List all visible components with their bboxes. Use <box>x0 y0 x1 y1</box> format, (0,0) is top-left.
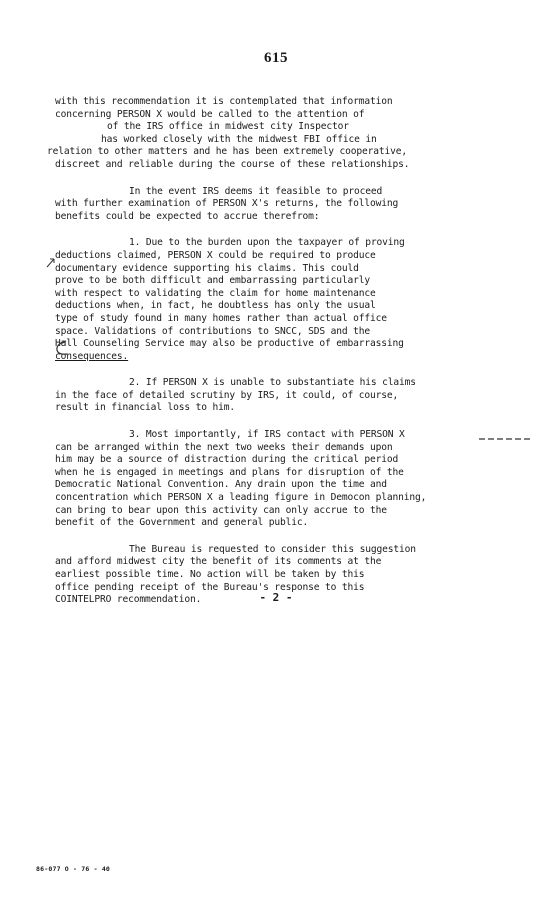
text-line: discreet and reliable during the course of these relationships. <box>55 158 410 170</box>
text-line: space. Validations of contributions to SNCC, SDS and the <box>55 325 371 337</box>
text-line: In the event IRS deems it feasible to proceed <box>129 185 383 197</box>
text-line: office pending receipt of the Bureau's response to this <box>55 581 365 593</box>
footer-page-number: - 2 - <box>259 591 293 604</box>
margin-bracket-mark <box>52 338 72 358</box>
page-number: 615 <box>264 50 288 66</box>
text-line: deductions when, in fact, he doubtless has only the usual <box>55 300 376 312</box>
text-line: benefit of the Government and general public. <box>55 517 309 529</box>
paragraph-benefit-2 <box>55 377 500 415</box>
paragraph-recommendation <box>47 96 500 172</box>
text-line: concerning PERSON X would be called to the attention of <box>55 108 365 120</box>
text-line: in the face of detailed scrutiny by IRS, it could, of course, <box>55 389 399 401</box>
paragraph-irs-proceed <box>55 186 500 224</box>
text-line: him may be a source of distraction during the critical period <box>55 454 399 466</box>
text-line: 2. If PERSON X is unable to substantiate his claims <box>129 377 416 389</box>
text-line: with this recommendation it is contemplated that information <box>55 96 393 107</box>
text-line: 1. Due to the burden upon the taxpayer of proving <box>129 237 405 249</box>
text-line: Hall Counseling Service may also be productive of embarrassing <box>55 338 404 350</box>
text-line: documentary evidence supporting his claims. This could <box>55 262 359 274</box>
text-line: concentration which PERSON X a leading figure in Democon planning, <box>55 492 427 504</box>
text-line: with further examination of PERSON X's returns, the following <box>55 198 399 210</box>
text-line: has worked closely with the midwest FBI office in <box>101 133 377 145</box>
text-line: of the IRS office in midwest city Inspector <box>107 121 349 133</box>
paragraph-benefit-1 <box>55 237 500 363</box>
text-line: 3. Most importantly, if IRS contact with PERSON X <box>129 429 405 441</box>
memo-body <box>47 96 500 607</box>
text-line: COINTELPRO recommendation. <box>55 594 202 606</box>
text-line: type of study found in many homes rather than actual office <box>55 312 387 324</box>
margin-dash-mark <box>478 435 534 443</box>
text-line: and afford midwest city the benefit of its comments at the <box>55 556 382 568</box>
text-line: earliest possible time. No action will be taken by this <box>55 569 365 580</box>
paragraph-benefit-3 <box>55 429 500 530</box>
text-line: deductions claimed, PERSON X could be required to produce <box>55 249 376 261</box>
text-line: consequences. <box>55 350 129 362</box>
text-line: relation to other matters and he has been extremely cooperative, <box>47 146 408 158</box>
text-line: The Bureau is requested to consider this suggestion <box>129 543 416 555</box>
text-line: with respect to validating the claim for home maintenance <box>55 287 376 299</box>
text-line: result in financial loss to him. <box>55 402 236 414</box>
print-code: 86-077 O - 76 - 40 <box>36 865 111 873</box>
text-line: prove to be both difficult and embarrassing particularly <box>55 275 371 287</box>
text-line: can bring to bear upon this activity can only accrue to the <box>55 504 387 516</box>
text-line: benefits could be expected to accrue therefrom: <box>55 210 320 222</box>
text-line: Democratic National Convention. Any drain upon the time and <box>55 479 387 491</box>
text-line: can be arranged within the next two weeks their demands upon <box>55 441 393 453</box>
text-line: when he is engaged in meetings and plans for disruption of the <box>55 466 404 478</box>
margin-arrow-mark <box>45 256 57 270</box>
